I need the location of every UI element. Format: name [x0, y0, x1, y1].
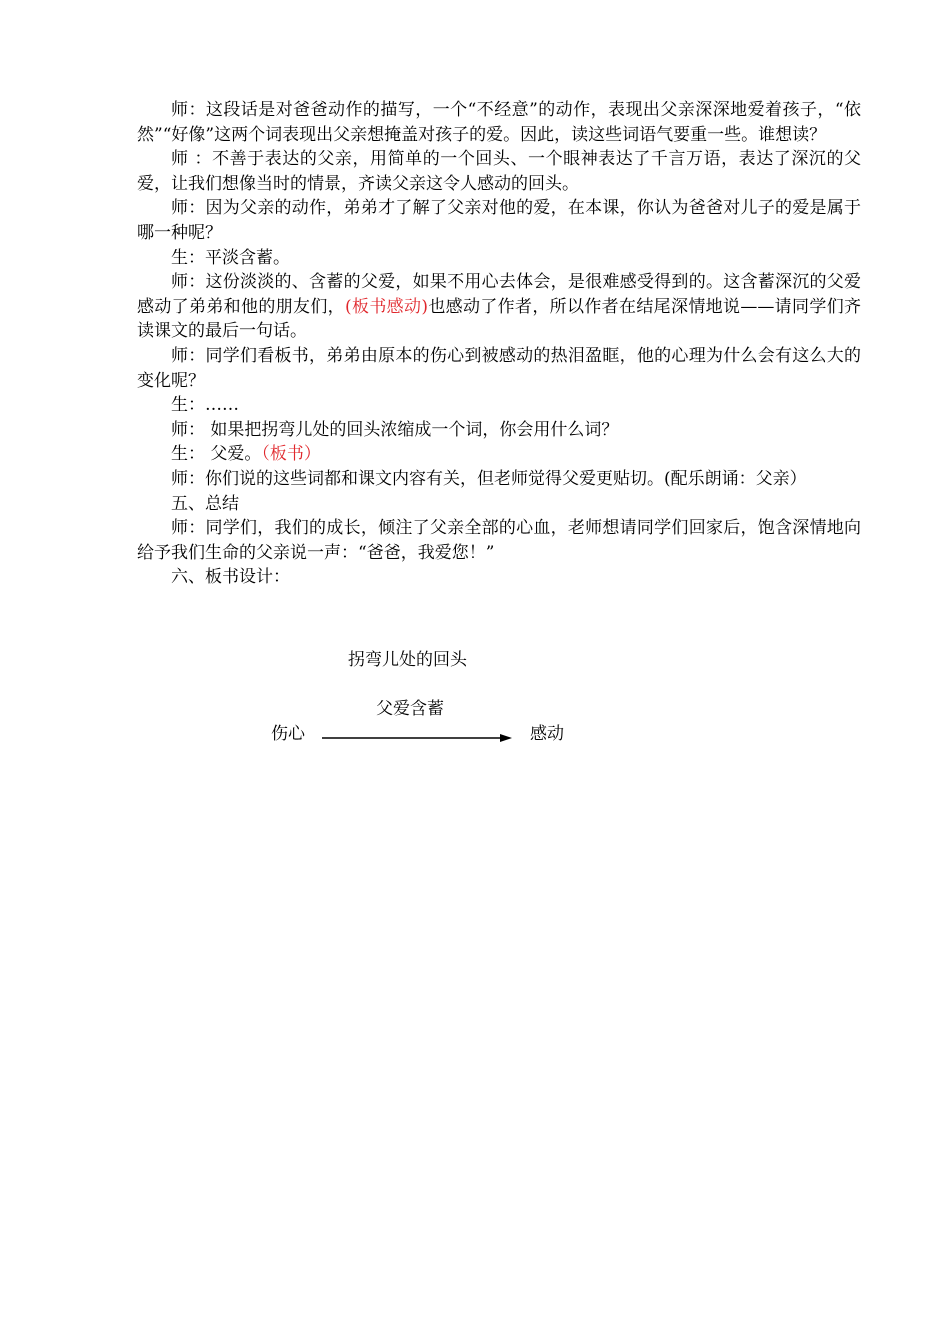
paragraph-text: 也感动了作者，所以作者在结尾深情地说——请同学们齐读课文的最后一句话。	[137, 296, 862, 342]
paragraph-text: 师：你们说的这些词都和课文内容有关，但老师觉得父爱更贴切。(配乐朗诵：父亲）	[171, 468, 807, 489]
paragraph-text: 六、板书设计：	[171, 567, 290, 588]
arrow-right-icon	[322, 731, 512, 745]
paragraph-text: 师：这份淡淡的、含蓄的父爱，如果不用心去体会，是很难感受得到的。这含蓄深沉的父爱感动了弟弟和他的朋友们，	[137, 272, 861, 317]
paragraph	[137, 467, 861, 492]
paragraph-text: 师：这段话是对爸爸动作的描写，一个“不经意”的动作，表现出父亲深深地爱着孩子，“依然”“好像”这两个词表现出父亲想掩盖对孩子的爱。因此，读这些词语气要重一些。谁想读？	[137, 100, 861, 145]
paragraph-text: 生： 父爱。	[171, 444, 262, 465]
board-middle-label: 父爱含蓄	[376, 699, 444, 719]
paragraph	[137, 516, 861, 565]
board-right-label: 感动	[530, 724, 564, 744]
paragraph	[137, 147, 861, 196]
paragraph-text: 师 ：不善于表达的父亲，用简单的一个回头、一个眼神表达了千言万语，表达了深沉的父爱，让我们想像当时的情景，齐读父亲这令人感动的回头。	[137, 149, 861, 194]
board-title: 拐弯儿处的回头	[348, 650, 467, 670]
paragraph-text: 师：因为父亲的动作，弟弟才了解了父亲对他的爱，在本课，你认为爸爸对儿子的爱是属于哪一种呢？	[137, 198, 861, 243]
paragraph	[137, 442, 861, 467]
board-left-label: 伤心	[271, 724, 305, 744]
document-body	[137, 98, 861, 590]
paragraph	[137, 196, 861, 245]
paragraph	[137, 565, 861, 590]
paragraph	[137, 393, 861, 418]
paragraph	[137, 270, 861, 344]
paragraph	[137, 246, 861, 271]
paragraph	[137, 98, 861, 147]
paragraph-text: 师：同学们看板书，弟弟由原本的伤心到被感动的热泪盈眶，他的心理为什么会有这么大的变化呢？	[137, 345, 861, 391]
paragraph-text: 五、总结	[171, 493, 239, 514]
paragraph-text: 师：同学们，我们的成长，倾注了父亲全部的心血，老师想请同学们回家后，饱含深情地向给予我们生命的父亲说一声：“爸爸，我爱您！”	[137, 518, 861, 563]
paragraph-text: 生：……	[171, 395, 239, 416]
paragraph	[137, 492, 861, 517]
paragraph-text: 师： 如果把拐弯儿处的回头浓缩成一个词，你会用什么词？	[171, 419, 619, 440]
board-note-text: (板书感动)	[345, 296, 428, 317]
paragraph	[137, 418, 861, 443]
board-note-text: （板书）	[261, 444, 321, 465]
paragraph	[137, 344, 861, 393]
paragraph-text: 生：平淡含蓄。	[171, 247, 290, 268]
